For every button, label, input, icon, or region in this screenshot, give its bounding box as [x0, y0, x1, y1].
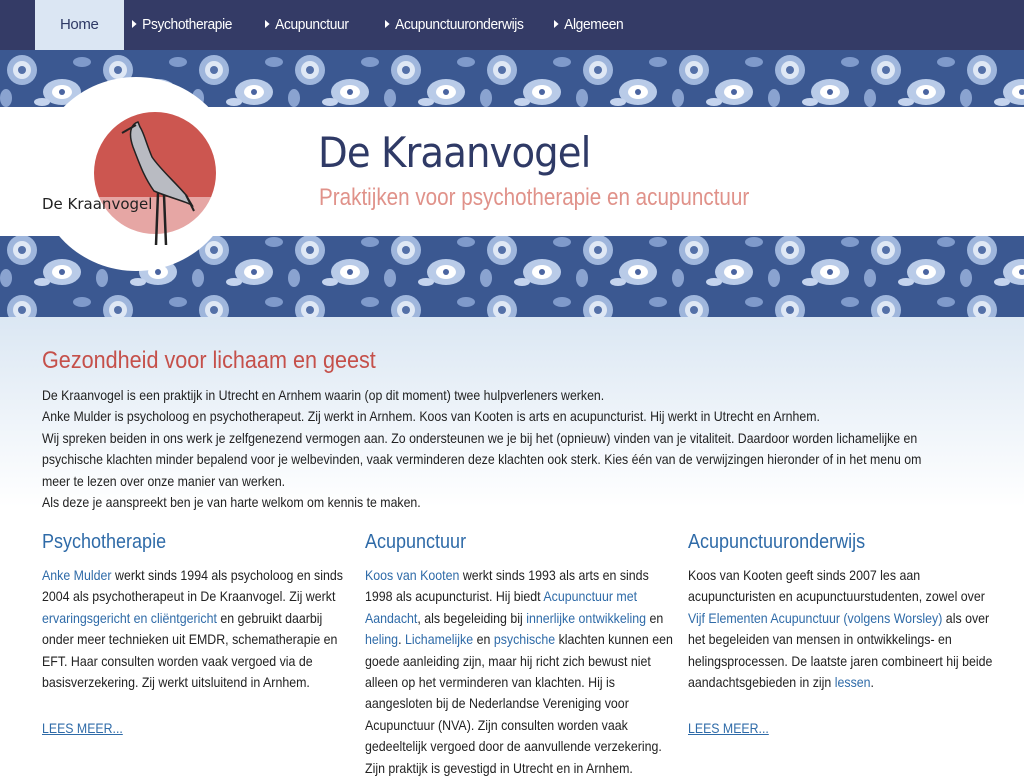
- caret-right-icon: [132, 20, 137, 28]
- column-title: Acupunctuuronderwijs: [688, 531, 866, 553]
- link-lichamelijke[interactable]: Lichamelijke: [404, 631, 474, 648]
- site-title: De Kraanvogel: [318, 128, 591, 177]
- text: .: [870, 674, 874, 691]
- column-text: [365, 565, 675, 779]
- link-heling[interactable]: heling: [365, 631, 399, 648]
- text: Koos van Kooten geeft sinds 2007 les aan acupuncturisten en acupunctuurstudenten, zowel over: [688, 567, 985, 605]
- text: werkt sinds 1994 als psycholoog en sinds 2004 als psychotherapeut in De Kraanvogel. Zij werkt: [42, 567, 343, 605]
- text: .: [398, 631, 405, 648]
- column-text: [688, 565, 998, 693]
- caret-right-icon: [265, 20, 270, 28]
- nav-item-psychotherapie[interactable]: Psychotherapie: [132, 0, 232, 50]
- logo-text: De Kraanvogel: [42, 195, 153, 213]
- intro-text: [42, 385, 931, 513]
- nav-item-acupunctuuronderwijs[interactable]: Acupunctuuronderwijs: [385, 0, 524, 50]
- column-psychotherapie: [42, 531, 372, 693]
- top-navigation: [0, 0, 1024, 50]
- column-title: Acupunctuur: [365, 531, 467, 553]
- site-subtitle: Praktijken voor psychotherapie en acupunctuur: [319, 184, 750, 211]
- column-text: [42, 565, 352, 693]
- link-anke-mulder[interactable]: Anke Mulder: [42, 567, 112, 583]
- text: , als begeleiding bij: [417, 609, 527, 626]
- nav-item-algemeen[interactable]: Algemeen: [554, 0, 623, 50]
- text: als over het begeleiden van mensen in ontwikkelings- en helingsprocessen. De laatste jaren combineert hij beide aandachtsgebieden in zijn: [688, 609, 993, 691]
- text: en gebruikt daarbij onder meer technieken uit EMDR, schematherapie en EFT. Haar consulten worden vaak vergoed via de basisverzekering. Zij werkt uitsluitend in Arnhem.: [42, 609, 338, 691]
- intro-line: Anke Mulder is psycholoog en psychotherapeut. Zij werkt in Arnhem. Koos van Kooten is arts en acupuncturist. Hij werkt in Utrecht en Arnhem.: [42, 408, 820, 425]
- column-title: Psychotherapie: [42, 531, 167, 553]
- link-vijf-elementen[interactable]: Vijf Elementen Acupunctuur (volgens Worsley): [688, 609, 943, 626]
- intro-line: Wij spreken beiden in ons werk je zelfgenezend vermogen aan. Zo ondersteunen we je bij het (opnieuw) vinden van je vitaliteit. Daardoor worden lichamelijke en psychische klachten minder bepalend voor je welbevinden, vaak verminderen deze klachten ook sterk. Kies één van de verwijzingen hieronder of in het menu om meer te lezen over onze manier van werken.: [42, 429, 922, 489]
- lees-meer-onderwijs-link[interactable]: LEES MEER...: [688, 720, 769, 736]
- link-lessen[interactable]: lessen: [834, 674, 871, 691]
- link-psychische[interactable]: psychische: [493, 631, 556, 648]
- intro-heading: Gezondheid voor lichaam en geest: [42, 347, 376, 374]
- link-innerlijke-ontwikkeling[interactable]: innerlijke ontwikkeling: [526, 609, 647, 626]
- lees-meer-psychotherapie-link[interactable]: LEES MEER...: [42, 720, 123, 736]
- nav-item-acupunctuur[interactable]: Acupunctuur: [265, 0, 349, 50]
- link-acupunctuur-met-aandacht[interactable]: Acupunctuur met Aandacht: [365, 588, 638, 626]
- crane-logo-icon[interactable]: [36, 77, 236, 271]
- column-acupunctuuronderwijs: [688, 531, 1018, 693]
- caret-right-icon: [385, 20, 390, 28]
- nav-item-home[interactable]: Home: [35, 0, 124, 50]
- link-koos-van-kooten[interactable]: Koos van Kooten: [365, 567, 460, 583]
- link-ervaringsgericht[interactable]: ervaringsgericht en cliëntgericht: [42, 609, 217, 626]
- text: klachten kunnen een goede aanleiding zijn, maar hij richt zich bewust niet alleen op het verminderen van klachten. Hij is aangesloten bij de Nederlandse Vereniging voor Acupunctuur (NVA). Zijn consulten worden vaak gedeeltelijk vergoed door de aanvullende verzekering. Zijn praktijk is gevestigd in Utrecht en in Arnhem.: [365, 631, 673, 776]
- text: en: [473, 631, 494, 648]
- intro-line: De Kraanvogel is een praktijk in Utrecht en Arnhem waarin (op dit moment) twee hulpverleners werken.: [42, 387, 605, 403]
- caret-right-icon: [554, 20, 559, 28]
- column-acupunctuur: [365, 531, 695, 779]
- text: en: [646, 609, 664, 626]
- intro-line: Als deze je aanspreekt ben je van harte welkom om kennis te maken.: [42, 494, 421, 511]
- text: werkt sinds 1993 als arts en sinds 1998 als acupuncturist. Hij biedt: [365, 567, 649, 605]
